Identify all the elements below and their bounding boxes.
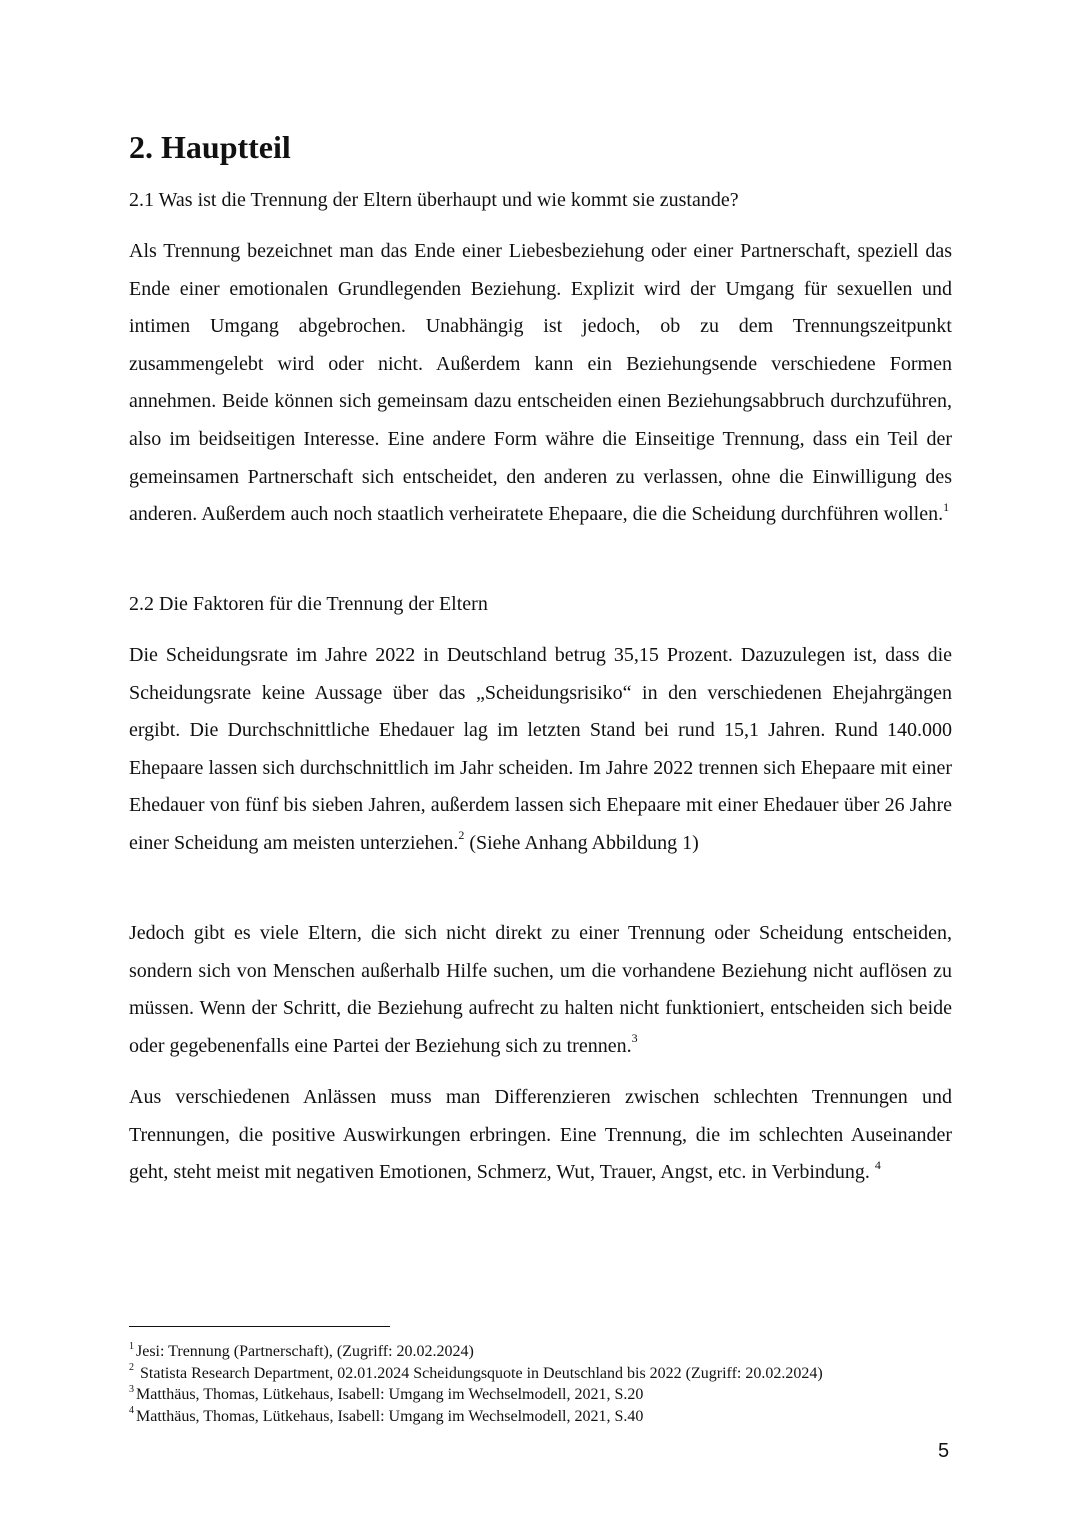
appendix-reference: (Siehe Anhang Abbildung 1) — [464, 831, 699, 854]
section-title-2-2: 2.2 Die Faktoren für die Trennung der Eltern — [129, 593, 488, 615]
footnote-number: 1 — [129, 1340, 134, 1352]
paragraph-differenzierung — [129, 1079, 952, 1192]
paragraph-hilfe-suchen — [129, 915, 952, 1065]
footnote-2 — [129, 1363, 989, 1385]
footnote-text: Statista Research Department, 02.01.2024 Scheidungsquote in Deutschland bis 2022 (Zugriff: 20.02.2024) — [136, 1364, 823, 1382]
footnote-number: 4 — [129, 1405, 134, 1417]
footnote-text: Matthäus, Thomas, Lütkehaus, Isabell: Umgang im Wechselmodell, 2021, S.20 — [136, 1386, 644, 1403]
chapter-heading: 2. Hauptteil — [129, 129, 291, 165]
page-number: 5 — [938, 1440, 950, 1462]
footnotes-list — [129, 1341, 989, 1427]
footnote-number: 2 — [129, 1362, 134, 1374]
footnote-separator — [129, 1326, 390, 1327]
footnote-4 — [129, 1406, 989, 1428]
footnote-1 — [129, 1341, 989, 1363]
footnote-ref-1[interactable]: 1 — [943, 499, 950, 514]
footnote-text: Matthäus, Thomas, Lütkehaus, Isabell: Umgang im Wechselmodell, 2021, S.40 — [136, 1407, 644, 1425]
footnote-number: 3 — [129, 1383, 134, 1395]
footnote-3 — [129, 1384, 989, 1406]
section-title-2-1: 2.1 Was ist die Trennung der Eltern überhaupt und wie kommt sie zustande? — [129, 189, 739, 211]
footnote-ref-3[interactable]: 3 — [631, 1031, 638, 1046]
paragraph-text: Die Scheidungsrate im Jahre 2022 in Deutschland betrug 35,15 Prozent. Dazuzulegen ist, dass die Scheidungsrate keine Aussage über das „Scheidungsrisiko“ in den verschiedenen Ehejahrgängen ergibt. Die Durchschnittliche Ehedauer lag im letzten Stand bei rund 15,1 Jahren. Rund 140.000 Ehepaare lassen sich durchschnittlich im Jahr scheiden. Im Jahre 2022 trennen sich Ehepaare mit einer Ehedauer von fünf bis sieben Jahren, außerdem lassen sich Ehepaare mit einer Ehedauer über 26 Jahre einer Scheidung am meisten unterziehen. — [129, 644, 952, 854]
footnote-text: Jesi: Trennung (Partnerschaft), (Zugriff: 20.02.2024) — [136, 1343, 474, 1360]
footnote-ref-2[interactable]: 2 — [458, 828, 465, 843]
footnote-ref-4[interactable]: 4 — [874, 1157, 881, 1172]
paragraph-scheidungsrate — [129, 637, 952, 863]
paragraph-text: Jedoch gibt es viele Eltern, die sich nicht direkt zu einer Trennung oder Scheidung entscheiden, sondern sich von Menschen außerhalb Hilfe suchen, um die vorhandene Beziehung nicht auflösen zu müssen. Wenn der Schritt, die Beziehung aufrecht zu halten nicht funktioniert, entscheiden sich beide oder gegebenenfalls eine Partei der Beziehung sich zu trennen. — [129, 922, 952, 1057]
paragraph-text: Als Trennung bezeichnet man das Ende einer Liebesbeziehung oder einer Partnerschaft, speziell das Ende einer emotionalen Grundlegenden Beziehung. Explizit wird der Umgang für sexuellen und intimen Umgang abgebrochen. Unabhängig ist jedoch, ob zu dem Trennungszeitpunkt zusammengelebt wird oder nicht. Außerdem kann ein Beziehungsende verschiedene Formen annehmen. Beide können sich gemeinsam dazu entscheiden einen Beziehungsabbruch durchzuführen, also im beidseitigen Interesse. Eine andere Form währe die Einseitige Trennung, dass ein Teil der gemeinsamen Partnerschaft sich entscheidet, den anderen zu verlassen, ohne die Einwilligung des anderen. Außerdem auch noch staatlich verheiratete Ehepaare, die die Scheidung durchführen wollen. — [129, 240, 952, 526]
paragraph-definition-trennung — [129, 233, 952, 534]
paragraph-text: Aus verschiedenen Anlässen muss man Differenzieren zwischen schlechten Trennungen und Trennungen, die positive Auswirkungen erbringen. Eine Trennung, die im schlechten Auseinander geht, steht meist mit negativen Emotionen, Schmerz, Wut, Trauer, Angst, etc. in Verbindung. — [129, 1086, 952, 1184]
